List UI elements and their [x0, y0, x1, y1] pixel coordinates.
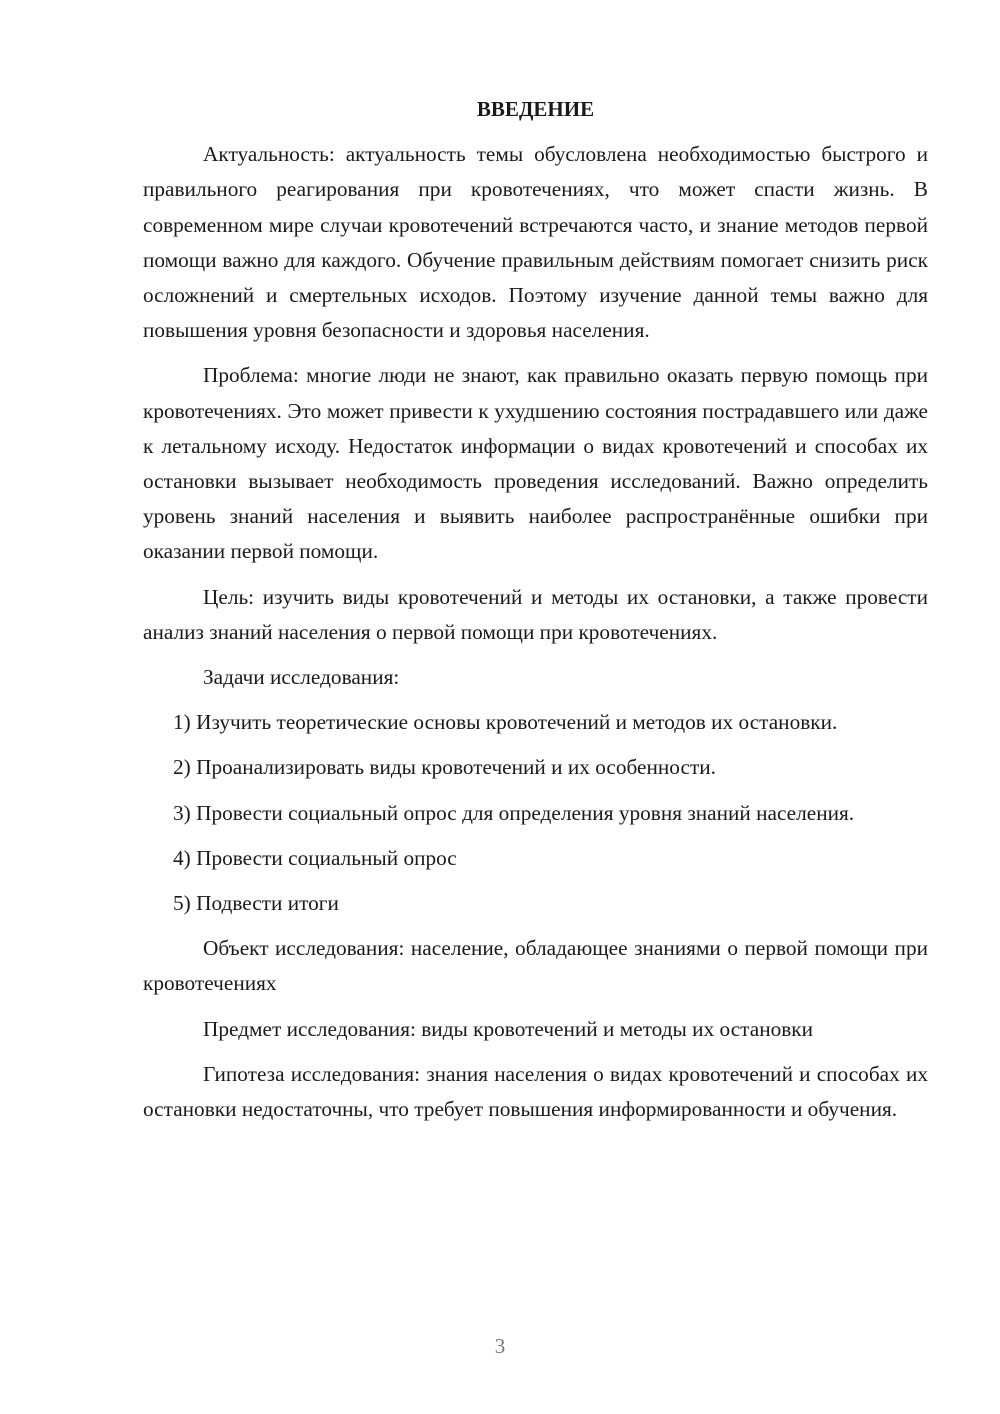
document-page [143, 92, 928, 1127]
paragraph-tasks-heading: Задачи исследования: [203, 665, 400, 690]
task-item: 1) Изучить теоретические основы кровотечений и методов их остановки. [173, 710, 838, 735]
task-item: 2) Проанализировать виды кровотечений и их особенности. [173, 755, 716, 780]
task-item: 3) Провести социальный опрос для определения уровня знаний населения. [173, 800, 855, 825]
paragraph-relevance: Актуальность: актуальность темы обусловлена необходимостью быстрого и правильного реагирования при кровотечениях, что может спасти жизнь. В современном мире случаи кровотечений встречаются часто, и знание методов первой помощи важно для каждого. Обучение правильным действиям помогает снизить риск осложнений и смертельных исходов. Поэтому изучение данной темы важно для повышения уровня безопасности и здоровья населения. [143, 142, 928, 343]
page-number: 3 [494, 1334, 506, 1358]
page-title: ВВЕДЕНИЕ [476, 97, 595, 121]
paragraph-object: Объект исследования: население, обладающее знаниями о первой помощи при кровотечениях [143, 936, 928, 996]
paragraph-goal: Цель: изучить виды кровотечений и методы их остановки, а также провести анализ знаний населения о первой помощи при кровотечениях. [143, 584, 928, 644]
paragraph-hypothesis: Гипотеза исследования: знания населения о видах кровотечений и способах их остановки недостаточны, что требует повышения информированности и обучения. [143, 1061, 928, 1122]
paragraph-subject: Предмет исследования: виды кровотечений и методы их остановки [203, 1016, 814, 1041]
paragraph-problem: Проблема: многие люди не знают, как правильно оказать первую помощь при кровотечениях. Это может привести к ухудшению состояния пострадавшего или даже к летальному исходу. Недостаток информации о видах кровотечений и способах их остановки вызывает необходимость проведения исследований. Важно определить уровень знаний населения и выявить наиболее распространённые ошибки при оказании первой помощи. [143, 363, 928, 564]
task-item: 4) Провести социальный опрос [173, 845, 457, 870]
task-item: 5) Подвести итоги [173, 891, 339, 916]
